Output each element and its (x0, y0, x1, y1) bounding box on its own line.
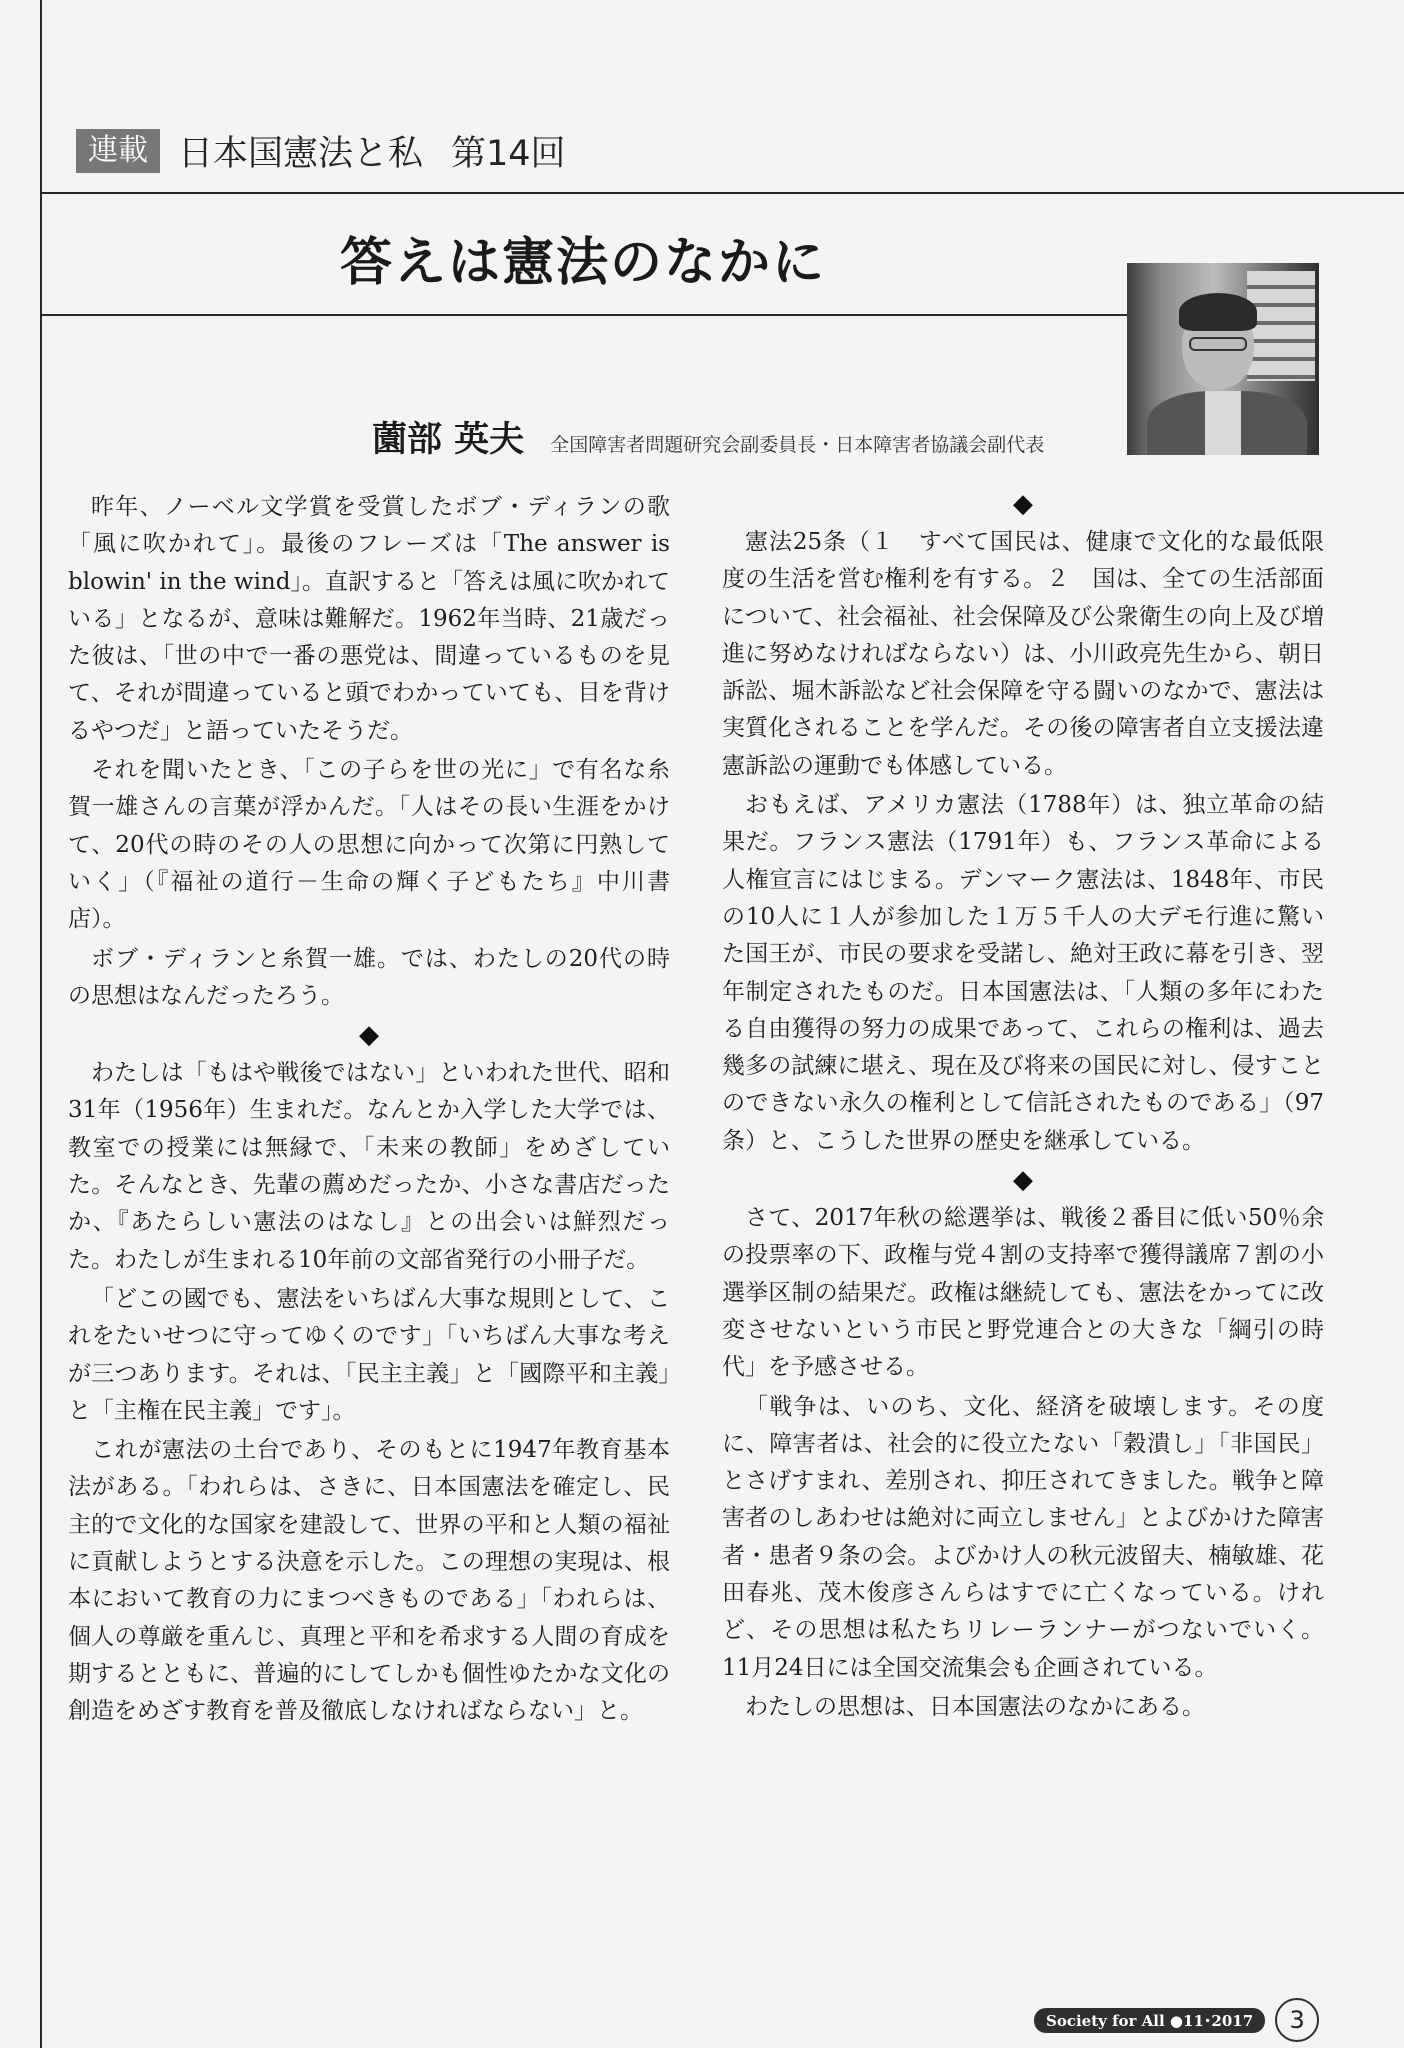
series-name: 日本国憲法と私 (178, 134, 424, 174)
right-block-1 (722, 524, 1324, 1160)
series-header (76, 128, 566, 174)
article-column-left (68, 489, 670, 1731)
section-separator-icon: ◆ (359, 1020, 379, 1051)
left-block-1 (68, 489, 670, 1015)
publication-label: Society for All ●11･2017 (1034, 2008, 1265, 2033)
series-title (178, 126, 566, 176)
paragraph: ボブ・ディランと糸賀一雄。では、わたしの20代の時の思想はなんだったろう。 (68, 945, 670, 1009)
series-tag: 連載 (76, 129, 160, 173)
paragraph: これが憲法の土台であり、そのもとに1947年教育基本法がある。「われらは、さきに、日本国憲法を確定し、民主的で文化的な国家を建設して、世界の平和と人類の福祉に貢献しようとする決意を示した。この理想の実現は、根本において教育の力にまつべきものである」「われらは、個人の尊厳を重んじ、真理と平和を希求する人間の育成を期するとともに、普遍的にしてしかも個性ゆたかな文化の創造をめざす教育を普及徹底しなければならない」と。 (68, 1437, 670, 1725)
paragraph: さて、2017年秋の総選挙は、戦後２番目に低い50％余の投票率の下、政権与党４割の支持率で獲得議席７割の小選挙区制の結果だ。政権は継続しても、憲法をかってに改変させないという市民と野党連合との大きな「綱引の時代」を予感させる。 (722, 1205, 1324, 1381)
paragraph: わたしの思想は、日本国憲法のなかにある。 (745, 1693, 1205, 1720)
header-divider (40, 192, 1404, 194)
series-installment: 第14回 (451, 134, 566, 174)
paragraph: 昨年、ノーベル文学賞を受賞したボブ・ディランの歌「風に吹かれて」。最後のフレーズは「The answer is blowin' in the wind」。直訳すると「答えは風に吹かれている」となるが、意味は難解だ。1962年当時、21歳だった彼は、「世の中で一番の悪党は、間違っているものを見て、それが間違っていると頭でわかっていても、目を背けるやつだ」と語っていたそうだ。 (68, 494, 670, 744)
author-affiliation: 全国障害者問題研究会副委員長・日本障害者協議会副代表 (550, 434, 1045, 456)
left-block-2 (68, 1055, 670, 1730)
paragraph: 「戦争は、いのち、文化、経済を破壊します。その度に、障害者は、社会的に役立たない「穀潰し」「非国民」とさげすまれ、差別され、抑圧されてきました。戦争と障害者のしあわせは絶対に両立しません」とよびかけた障害者・患者９条の会。よびかけ人の秋元波留夫、楠敏雄、花田春兆、茂木俊彦さんらはすでに亡くなっている。けれど、その思想は私たちリレーランナーがつないでいく。11月24日には全国交流集会も企画されている。 (722, 1393, 1324, 1681)
article-column-right (722, 484, 1324, 1726)
left-border-line (40, 0, 42, 2048)
byline (372, 412, 1044, 462)
section-separator-icon: ◆ (1013, 1165, 1033, 1196)
right-block-2 (722, 1200, 1324, 1726)
paragraph: わたしは「もはや戦後ではない」といわれた世代、昭和31年（1956年）生まれだ。なんとか入学した大学では、教室での授業には無縁で、「未来の教師」をめざしていた。そんなとき、先輩の薦めだったか、小さな書店だったか、『あたらしい憲法のはなし』との出会いは鮮烈だった。わたしが生まれる10年前の文部省発行の小冊子だ。 (68, 1060, 670, 1273)
article-headline: 答えは憲法のなかに (340, 233, 827, 293)
section-separator-icon: ◆ (1013, 489, 1033, 519)
author-name: 薗部 英夫 (372, 420, 525, 460)
title-divider (40, 314, 1130, 316)
page-footer (1034, 1998, 1319, 2042)
paragraph: おもえば、アメリカ憲法（1788年）は、独立革命の結果だ。フランス憲法（1791年）も、フランス革命による人権宣言にはじまる。デンマーク憲法は、1848年、市民の10人に１人が参加した１万５千人の大デモ行進に驚いた国王が、市民の要求を受諾し、絶対王政に幕を引き、翌年制定されたものだ。日本国憲法は、「人類の多年にわたる自由獲得の努力の成果であって、これらの権利は、過去幾多の試練に堪え、現在及び将来の国民に対し、侵すことのできない永久の権利として信託されたものである」（97条）と、こうした世界の歴史を継承している。 (722, 792, 1324, 1154)
page-number: 3 (1275, 1998, 1319, 2042)
paragraph: 「どこの國でも、憲法をいちばん大事な規則として、これをたいせつに守ってゆくのです」「いちばん大事な考えが三つあります。それは、「民主主義」と「國際平和主義」と「主権在民主義」です」。 (68, 1285, 670, 1424)
author-portrait-icon (1127, 263, 1319, 455)
paragraph: 憲法25条（１ すべて国民は、健康で文化的な最低限度の生活を営む権利を有する。２ 国は、全ての生活部面について、社会福祉、社会保障及び公衆衛生の向上及び増進に努めなければならない）は、小川政亮先生から、朝日訴訟、堀木訴訟など社会保障を守る闘いのなかで、憲法は実質化されることを学んだ。その後の障害者自立支援法違憲訴訟の運動でも体感している。 (722, 529, 1324, 779)
paragraph: それを聞いたとき、「この子らを世の光に」で有名な糸賀一雄さんの言葉が浮かんだ。「人はその長い生涯をかけて、20代の時のその人の思想に向かって次第に円熟していく」（『福祉の道行－生命の輝く子どもたち』中川書店）。 (68, 757, 670, 933)
